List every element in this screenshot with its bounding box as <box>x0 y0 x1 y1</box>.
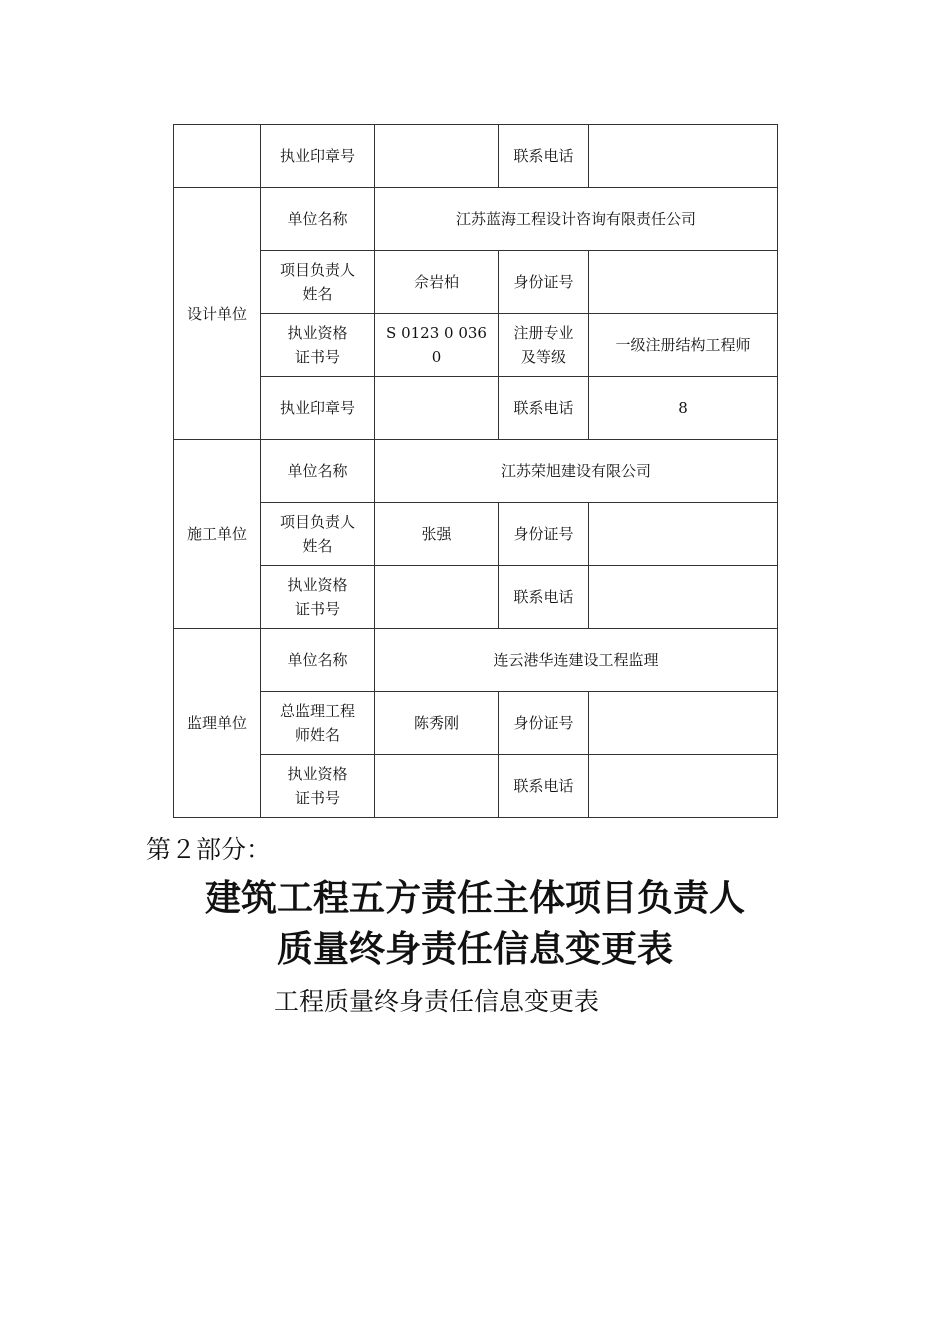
construction-phone-value <box>589 566 778 629</box>
design-cert-label: 执业资格 证书号 <box>261 314 375 377</box>
design-reg-label: 注册专业 及等级 <box>499 314 589 377</box>
supervision-cert-label: 执业资格 证书号 <box>261 755 375 818</box>
construction-cert-label: 执业资格 证书号 <box>261 566 375 629</box>
supervision-unit-name-value: 连云港华连建设工程监理 <box>375 629 778 692</box>
table-row <box>174 188 778 251</box>
seal-label: 执业印章号 <box>261 125 375 188</box>
construction-unit-name-value: 江苏荣旭建设有限公司 <box>375 440 778 503</box>
seal-value <box>375 125 499 188</box>
supervision-id-label: 身份证号 <box>499 692 589 755</box>
design-leader-label: 项目负责人 姓名 <box>261 251 375 314</box>
table-row <box>174 692 778 755</box>
supervision-leader-label: 总监理工程 师姓名 <box>261 692 375 755</box>
table-row <box>174 503 778 566</box>
design-phone-label: 联系电话 <box>499 377 589 440</box>
design-leader-value: 佘岩柏 <box>375 251 499 314</box>
table-row <box>174 755 778 818</box>
table-row <box>174 125 778 188</box>
construction-phone-label: 联系电话 <box>499 566 589 629</box>
design-id-label: 身份证号 <box>499 251 589 314</box>
phone-value <box>589 125 778 188</box>
design-unit-name-label: 单位名称 <box>261 188 375 251</box>
construction-leader-label: 项目负责人 姓名 <box>261 503 375 566</box>
construction-leader-value: 张强 <box>375 503 499 566</box>
design-seal-label: 执业印章号 <box>261 377 375 440</box>
blank-cell <box>174 125 261 188</box>
design-seal-value <box>375 377 499 440</box>
page-title-line-2: 质量终身责任信息变更表 <box>276 928 673 970</box>
table-row <box>174 440 778 503</box>
construction-cert-value <box>375 566 499 629</box>
table-row <box>174 314 778 377</box>
construction-section-label: 施工单位 <box>174 440 261 629</box>
supervision-phone-value <box>589 755 778 818</box>
form-subtitle: 工程质量终身责任信息变更表 <box>274 987 600 1016</box>
table-row <box>174 251 778 314</box>
construction-id-value <box>589 503 778 566</box>
design-id-value <box>589 251 778 314</box>
page-title-line-1: 建筑工程五方责任主体项目负责人 <box>204 877 745 919</box>
phone-label: 联系电话 <box>499 125 589 188</box>
design-unit-name-value: 江苏蓝海工程设计咨询有限责任公司 <box>375 188 778 251</box>
part-heading: 第２部分： <box>146 835 272 864</box>
supervision-section-label: 监理单位 <box>174 629 261 818</box>
table-row <box>174 629 778 692</box>
design-phone-value: 8 <box>589 377 778 440</box>
supervision-cert-value <box>375 755 499 818</box>
construction-id-label: 身份证号 <box>499 503 589 566</box>
table-row <box>174 566 778 629</box>
responsibility-table <box>173 124 778 818</box>
table-row <box>174 377 778 440</box>
supervision-leader-value: 陈秀刚 <box>375 692 499 755</box>
supervision-id-value <box>589 692 778 755</box>
supervision-phone-label: 联系电话 <box>499 755 589 818</box>
construction-unit-name-label: 单位名称 <box>261 440 375 503</box>
design-section-label: 设计单位 <box>174 188 261 440</box>
design-cert-value: S 0123 0 036 0 <box>375 314 499 377</box>
design-reg-value: 一级注册结构工程师 <box>589 314 778 377</box>
supervision-unit-name-label: 单位名称 <box>261 629 375 692</box>
